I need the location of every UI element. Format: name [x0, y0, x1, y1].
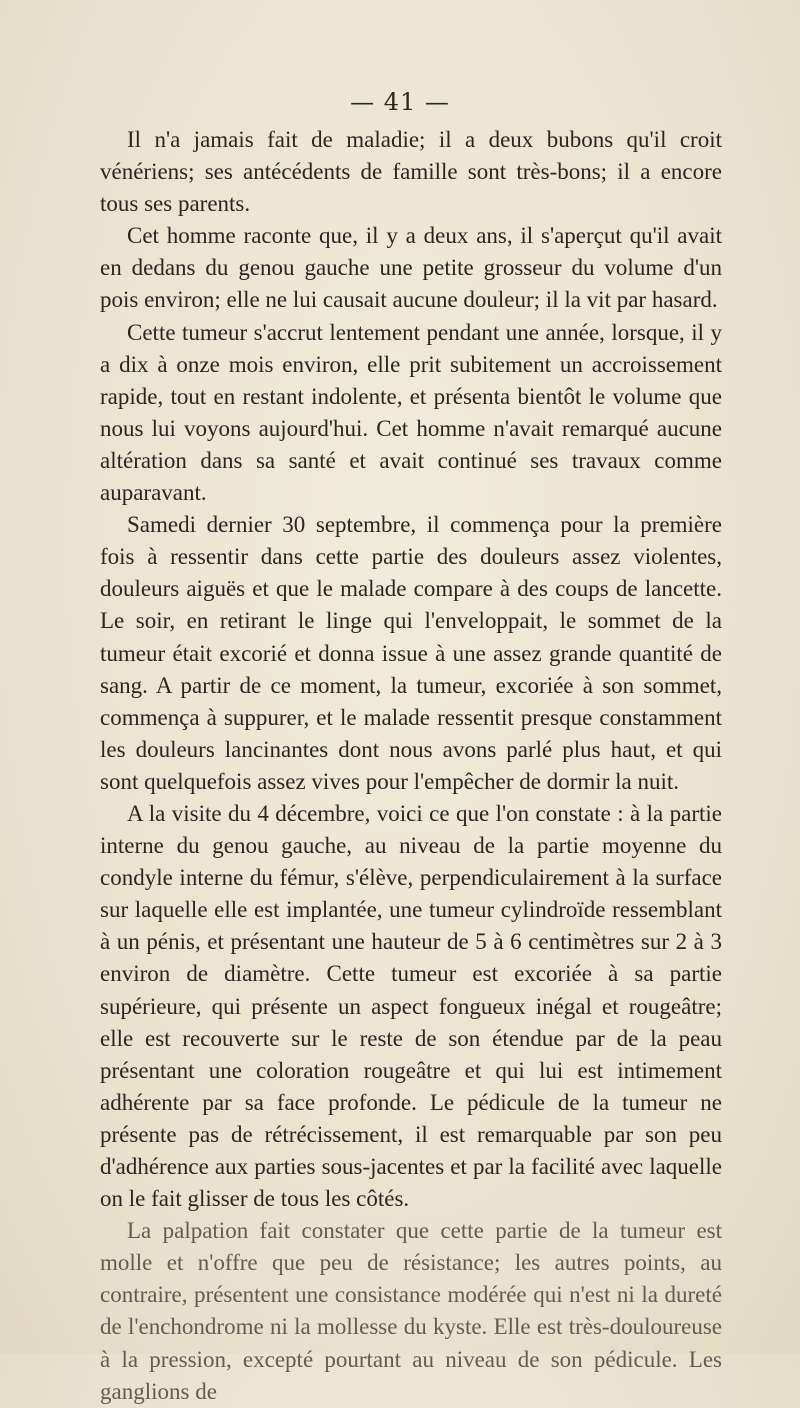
paragraph-pain: Samedi dernier 30 septembre, il commença pour la première fois à ressentir dans cette partie des douleurs assez violentes, douleurs aiguës et que le malade compare à des coups de lancette. Le soir, en retirant le linge qui l'enveloppait, le sommet de la tumeur était excorié et donna issue à une assez grande quantité de sang. A partir de ce moment, la tumeur, excoriée à son sommet, commença à suppurer, et le malade ressentit presque constamment les douleurs lancinantes dont nous avons parlé plus haut, et qui sont quelquefois assez vives pour l'empêcher de dormir la nuit. — [100, 512, 722, 794]
body-text — [100, 124, 722, 1408]
paragraph-growth: Cette tumeur s'accrut lentement pendant une année, lorsque, il y a dix à onze mois environ, elle prit subitement un accroissement rapide, tout en restant indolente, et présenta bientôt le volume que nous lui voyons aujourd'hui. Cet homme n'avait remarqué aucune altération dans sa santé et avait continué ses travaux comme auparavant. — [100, 319, 722, 506]
paragraph-antecedents: Il n'a jamais fait de maladie; il a deux bubons qu'il croit vénériens; ses antécédents de famille sont très-bons; il a encore tous ses parents. — [100, 127, 722, 217]
paragraph-examination: A la visite du 4 décembre, voici ce que l'on constate : à la partie interne du genou gauche, au niveau de la partie moyenne du condyle interne du fémur, s'élève, perpendiculairement à la surface sur laquelle elle est implantée, une tumeur cylindroïde ressemblant à un pénis, et présentant une hauteur de 5 à 6 centimètres sur 2 à 3 environ de diamètre. Cette tumeur est excoriée à sa partie supérieure, qui présente un aspect fongueux inégal et rougeâtre; elle est recouverte sur le reste de son étendue par de la peau présentant une coloration rougeâtre et qui lui est intimement adhérente par sa face profonde. Le pédicule de la tumeur ne présente pas de rétrécissement, il est remarquable par son peu d'adhérence aux parties sous-jacentes et par la facilité avec laquelle on le fait glisser de tous les côtés. — [100, 800, 722, 1212]
paragraph-onset: Cet homme raconte que, il y a deux ans, il s'aperçut qu'il avait en dedans du genou gauche une petite grosseur du volume d'un pois environ; elle ne lui causait aucune douleur; il la vit par hasard. — [100, 223, 722, 313]
paragraph-palpation: La palpation fait constater que cette partie de la tumeur est molle et n'offre que peu de résistance; les autres points, au contraire, présentent une consistance modérée qui n'est ni la dureté de l'enchondrome ni la mollesse du kyste. Elle est très-douloureuse à la pression, excepté pourtant au niveau de son pédicule. Les ganglions de — [100, 1218, 722, 1404]
page-number: — 41 — — [350, 88, 450, 116]
